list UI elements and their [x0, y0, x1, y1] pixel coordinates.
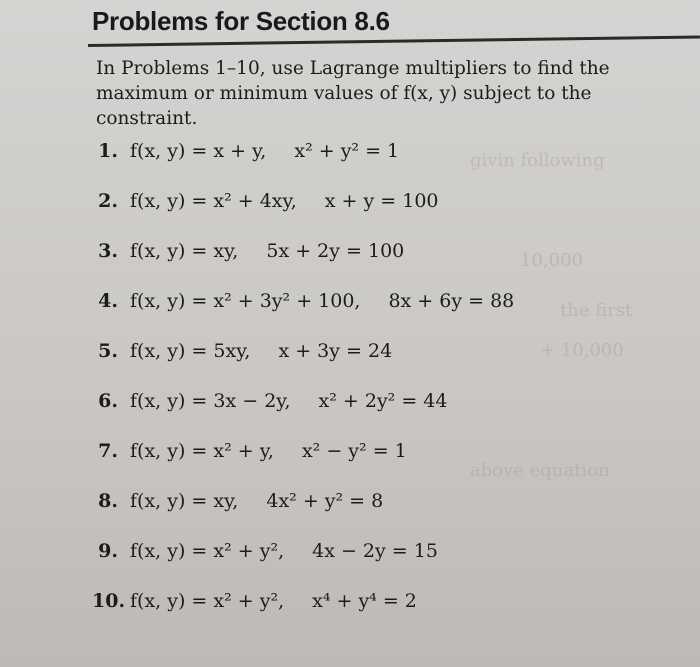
problem-constraint: x⁴ + y⁴ = 2: [312, 590, 417, 612]
problem-item: [92, 240, 692, 290]
section-title: Problems for Section 8.6: [92, 6, 390, 36]
problem-item: [92, 290, 692, 340]
problem-instructions: In Problems 1–10, use Lagrange multipliers to find the maximum or minimum values of f(x, y) subject to the constraint.: [96, 58, 610, 129]
problem-item: [92, 540, 692, 590]
problem-number: 8.: [98, 490, 118, 512]
problem-constraint: x² − y² = 1: [301, 440, 407, 462]
problem-item: [92, 490, 692, 540]
problem-function: f(x, y) = xy,: [130, 240, 239, 262]
problem-constraint: 4x − 2y = 15: [312, 540, 438, 562]
problem-item: [92, 190, 692, 240]
problem-function: f(x, y) = x² + y²,: [130, 590, 285, 612]
problem-list: [92, 140, 692, 640]
problem-constraint: x + 3y = 24: [278, 340, 393, 362]
problem-number: 1.: [98, 140, 118, 162]
problem-function: f(x, y) = x² + y²,: [130, 540, 285, 562]
problem-function: f(x, y) = x + y,: [130, 140, 267, 162]
problem-item: [92, 590, 692, 640]
problem-function: f(x, y) = 3x − 2y,: [130, 390, 291, 412]
problem-constraint: 5x + 2y = 100: [266, 240, 405, 262]
problem-function: f(x, y) = 5xy,: [130, 340, 251, 362]
problem-constraint: x² + 2y² = 44: [318, 390, 448, 412]
problem-number: 4.: [98, 290, 118, 312]
problem-item: [92, 340, 692, 390]
problem-constraint: x² + y² = 1: [294, 140, 400, 162]
problem-number: 9.: [98, 540, 118, 562]
problem-function: f(x, y) = x² + 3y² + 100,: [130, 290, 361, 312]
bleed-through-text: givin following: [470, 150, 605, 171]
problem-number: 10.: [92, 590, 126, 612]
problem-number: 3.: [98, 240, 118, 262]
problem-function: f(x, y) = xy,: [130, 490, 239, 512]
problem-number: 5.: [98, 340, 118, 362]
bleed-through-text: 10,000: [520, 250, 583, 271]
bleed-through-text: + 10,000: [540, 340, 624, 361]
bleed-through-text: the first: [560, 300, 633, 321]
problem-number: 6.: [98, 390, 118, 412]
bleed-through-text: above equation: [470, 460, 610, 481]
problem-constraint: x + y = 100: [324, 190, 439, 212]
problem-item: [92, 440, 692, 490]
problem-constraint: 8x + 6y = 88: [388, 290, 515, 312]
problem-item: [92, 140, 692, 190]
problem-item: [92, 390, 692, 440]
problem-function: f(x, y) = x² + 4xy,: [130, 190, 297, 212]
problem-constraint: 4x² + y² = 8: [266, 490, 384, 512]
header-divider: [88, 35, 700, 47]
problem-number: 2.: [98, 190, 118, 212]
problem-function: f(x, y) = x² + y,: [130, 440, 274, 462]
problem-number: 7.: [98, 440, 118, 462]
